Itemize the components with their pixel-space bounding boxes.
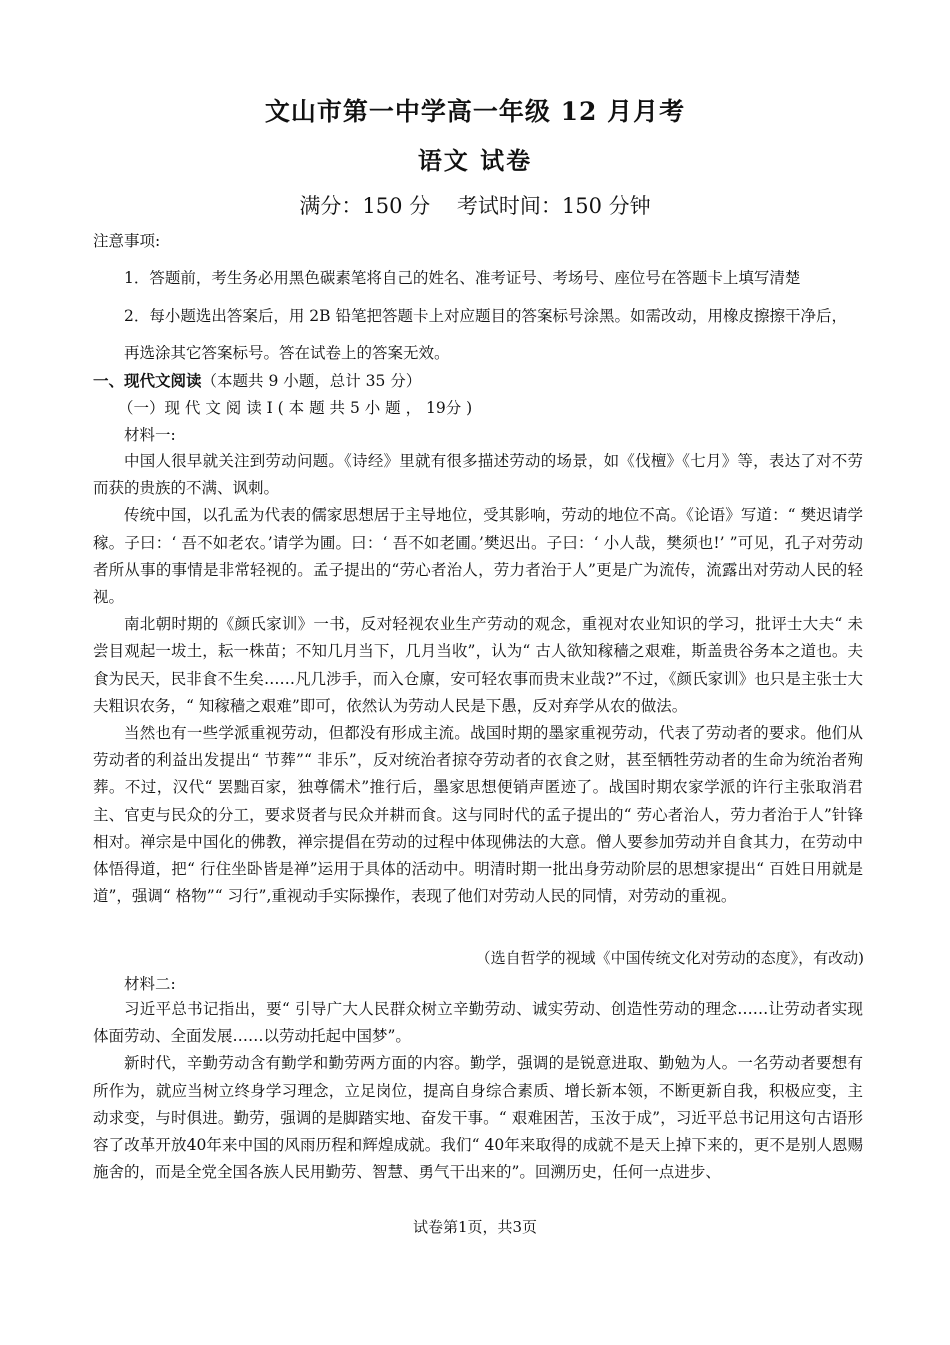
material-1-paragraph: 当然也有一些学派重视劳动，但都没有形成主流。战国时期的墨家重视劳动，代表了劳动者的要求。他们从劳动者的利益出发提出“ 节葬”“ 非乐”，反对统治者掠夺劳动者的衣食之财，甚至牺牲劳动者的生命为统治者殉葬。不过，汉代“ 罢黜百家，独尊儒术”推行后，墨家思想便销声匿迹了。战国时期农家学派的许行主张取消君主、官吏与民众的分工，要求贤者与民众并耕而食。这与同时代的孟子提出的“ 劳心者治人，劳力者治于人”针锋相对。禅宗是中国化的佛教，禅宗提倡在劳动的过程中体现佛法的大意。僧人要参加劳动并自食其力，在劳动中体悟得道，把“ 行住坐卧皆是禅”运用于具体的活动中。明清时期一批出身劳动阶层的思想家提出“ 百姓日用就是道”，强调“ 格物”“ 习行”,重视动手实际操作，表现了他们对劳动人民的同情，对劳动的重视。 [93,724,863,906]
section-title [93,371,421,391]
material-2-paragraph: 习近平总书记指出，要“ 引导广大人民群众树立辛勤劳动、诚实劳动、创造性劳动的理念……让劳动者实现体面劳动、全面发展……以劳动托起中国梦”。 [93,1000,863,1046]
exam-subtitle: 语文 试卷 [417,146,533,175]
exam-title: 文山市第一中学高一年级 12 月月考 [264,97,686,126]
material-1-paragraph: 传统中国，以孔孟为代表的儒家思想居于主导地位，受其影响，劳动的地位不高。《论语》写道：“ 樊迟请学稼。子曰：‘ 吾不如老农。’请学为圃。曰：‘ 吾不如老圃。’樊迟出。子曰：‘ 小人哉，樊须也!’ ”可见，孔子对劳动者所从事的事情是非常轻视的。孟子提出的“劳心者治人，劳力者治于人”更是广为流传，流露出对劳动人民的轻视。 [93,506,863,607]
notice-heading: 注意事项: [93,232,161,250]
section-title-bold: 一、现代文阅读 [93,371,202,390]
material-2-body [93,996,863,1186]
subsection-title: （一）现 代 文 阅 读 I ( 本 题 共 5 小 题 ， 19分 ) [118,399,473,417]
material-2-paragraph: 新时代，辛勤劳动含有勤学和勤劳两方面的内容。勤学，强调的是锐意进取、勤勉为人。一名劳动者要想有所作为，就应当树立终身学习理念，立足岗位，提高自身综合素质、增长新本领，不断更新自我，积极应变，主动求变，与时俱进。勤劳，强调的是脚踏实地、奋发干事。“ 艰难困苦，玉汝于成”，习近平总书记用这句古语形容了改革开放40年来中国的风雨历程和辉煌成就。我们“ 40年来取得的成就不是天上掉下来的，更不是别人恩赐施舍的，而是全党全国各族人民用勤劳、智慧、勇气干出来的”。回溯历史，任何一点进步、 [93,1054,863,1182]
material-1-paragraph: 中国人很早就关注到劳动问题。《诗经》里就有很多描述劳动的场景，如《伐檀》《七月》等，表达了对不劳而获的贵族的不满、讽刺。 [93,452,863,498]
page-footer: 试卷第1页，共3页 [412,1218,538,1236]
notice-item-2: 2．每小题选出答案后，用 2B 铅笔把答题卡上对应题目的答案标号涂黑。如需改动，用橡皮擦擦干净后， [124,307,847,325]
score-time-line: 满分：150 分 考试时间：150 分钟 [299,194,651,218]
material-1-source: （选自哲学的视域《中国传统文化对劳动的态度》，有改动) [475,949,864,967]
material-1-label: 材料一: [124,426,176,444]
material-1-body [93,448,863,910]
material-2-label: 材料二: [124,975,176,993]
material-1-paragraph: 南北朝时期的《颜氏家训》一书，反对轻视农业生产劳动的观念，重视对农业知识的学习，批评士大夫“ 未尝目观起一坺土，耘一株苗；不知几月当下，几月当收”，认为“ 古人欲知稼穑之艰难，斯盖贵谷务本之道也。夫食为民天，民非食不生矣……凡几涉手，而入仓廪，安可轻农事而贵末业哉?”不过，《颜氏家训》也只是主张士大夫粗识农务，“ 知稼穑之艰难”即可，依然认为劳动人民是下愚，反对弃学从农的做法。 [93,615,863,715]
notice-item-1: 1．答题前，考生务必用黑色碳素笔将自己的姓名、准考证号、考场号、座位号在答题卡上填写清楚 [124,269,801,287]
section-title-rest: （本题共 9 小题，总计 35 分） [201,372,422,390]
notice-item-2-continued: 再选涂其它答案标号。答在试卷上的答案无效。 [124,344,450,362]
